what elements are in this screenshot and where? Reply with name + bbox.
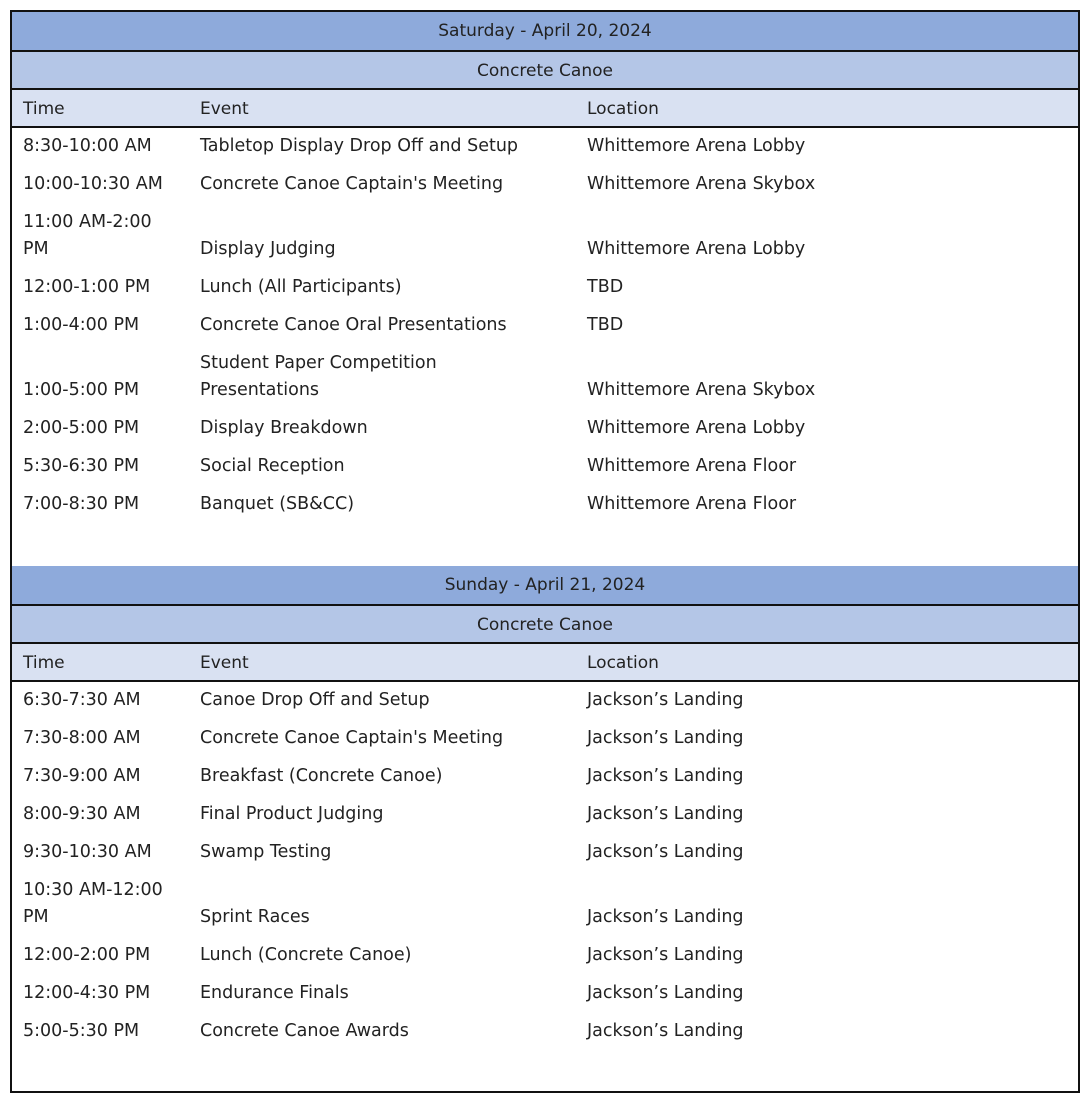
table-row (12, 410, 1078, 448)
row-time: 12:00-1:00 PM (23, 277, 151, 297)
table-row (12, 204, 1078, 269)
column-header-event: Event (200, 653, 249, 673)
row-location: Whittemore Arena Lobby (587, 418, 806, 438)
row-time: 1:00-4:00 PM (23, 315, 140, 335)
row-event: Student Paper Competition Presentations (200, 353, 437, 400)
row-time: 11:00 AM-2:00 PM (23, 212, 152, 259)
row-event: Tabletop Display Drop Off and Setup (200, 136, 519, 156)
row-event: Concrete Canoe Oral Presentations (200, 315, 507, 335)
row-time: 10:00-10:30 AM (23, 174, 163, 194)
row-location: Whittemore Arena Lobby (587, 136, 806, 156)
row-time: 5:00-5:30 PM (23, 1021, 140, 1041)
table-row (12, 682, 1078, 720)
section-title: Concrete Canoe (477, 61, 613, 81)
row-location: Whittemore Arena Lobby (587, 239, 806, 259)
row-event: Canoe Drop Off and Setup (200, 690, 430, 710)
table-row (12, 448, 1078, 486)
table-row (12, 720, 1078, 758)
row-location: Jackson’s Landing (587, 766, 744, 786)
section-band (12, 52, 1078, 90)
table-row (12, 486, 1078, 524)
day-date: Saturday - April 20, 2024 (438, 21, 652, 41)
row-event: Lunch (All Participants) (200, 277, 402, 297)
row-location: Whittemore Arena Skybox (587, 380, 816, 400)
row-time: 1:00-5:00 PM (23, 380, 140, 400)
day-date-band (12, 566, 1078, 606)
row-event: Endurance Finals (200, 983, 349, 1003)
row-event: Concrete Canoe Captain's Meeting (200, 728, 504, 748)
row-time: 5:30-6:30 PM (23, 456, 140, 476)
table-row (12, 128, 1078, 166)
table-row (12, 975, 1078, 1013)
column-header-row (12, 90, 1078, 128)
section-band (12, 606, 1078, 644)
row-location: Jackson’s Landing (587, 907, 744, 927)
day-schedule-sunday (12, 566, 1078, 1091)
row-time: 8:30-10:00 AM (23, 136, 152, 156)
schedule-document (10, 10, 1080, 1093)
row-event: Final Product Judging (200, 804, 384, 824)
table-row (12, 937, 1078, 975)
row-location: Jackson’s Landing (587, 690, 744, 710)
section-title: Concrete Canoe (477, 615, 613, 635)
row-event: Concrete Canoe Captain's Meeting (200, 174, 504, 194)
table-row (12, 345, 1078, 410)
table-row (12, 1013, 1078, 1051)
day-date: Sunday - April 21, 2024 (444, 575, 646, 595)
row-event: Concrete Canoe Awards (200, 1021, 409, 1041)
column-header-row (12, 644, 1078, 682)
row-location: Jackson’s Landing (587, 1021, 744, 1041)
row-time: 7:30-9:00 AM (23, 766, 141, 786)
row-event: Display Breakdown (200, 418, 368, 438)
table-row (12, 834, 1078, 872)
row-time: 12:00-4:30 PM (23, 983, 151, 1003)
row-time: 2:00-5:00 PM (23, 418, 140, 438)
column-header-time: Time (23, 653, 65, 673)
table-row (12, 269, 1078, 307)
row-location: Jackson’s Landing (587, 983, 744, 1003)
row-time: 7:30-8:00 AM (23, 728, 141, 748)
row-event: Social Reception (200, 456, 345, 476)
column-header-location: Location (587, 653, 659, 673)
row-time: 10:30 AM-12:00 PM (23, 880, 163, 927)
row-time: 6:30-7:30 AM (23, 690, 141, 710)
day-schedule-saturday (12, 12, 1078, 568)
row-location: TBD (587, 277, 624, 297)
row-location: Whittemore Arena Skybox (587, 174, 816, 194)
row-event: Display Judging (200, 239, 336, 259)
table-row (12, 796, 1078, 834)
row-time: 7:00-8:30 PM (23, 494, 140, 514)
day-date-band (12, 12, 1078, 52)
column-header-time: Time (23, 99, 65, 119)
row-time: 9:30-10:30 AM (23, 842, 152, 862)
row-event: Swamp Testing (200, 842, 332, 862)
row-event: Sprint Races (200, 907, 310, 927)
table-row (12, 758, 1078, 796)
row-location: Jackson’s Landing (587, 804, 744, 824)
row-location: Whittemore Arena Floor (587, 494, 797, 514)
row-location: Jackson’s Landing (587, 728, 744, 748)
column-header-event: Event (200, 99, 249, 119)
row-time: 8:00-9:30 AM (23, 804, 141, 824)
row-event: Banquet (SB&CC) (200, 494, 355, 514)
table-row (12, 166, 1078, 204)
row-event: Lunch (Concrete Canoe) (200, 945, 412, 965)
row-location: Whittemore Arena Floor (587, 456, 797, 476)
row-event: Breakfast (Concrete Canoe) (200, 766, 443, 786)
column-header-location: Location (587, 99, 659, 119)
row-location: Jackson’s Landing (587, 945, 744, 965)
table-row (12, 872, 1078, 937)
row-location: TBD (587, 315, 624, 335)
table-row (12, 307, 1078, 345)
row-location: Jackson’s Landing (587, 842, 744, 862)
row-time: 12:00-2:00 PM (23, 945, 151, 965)
